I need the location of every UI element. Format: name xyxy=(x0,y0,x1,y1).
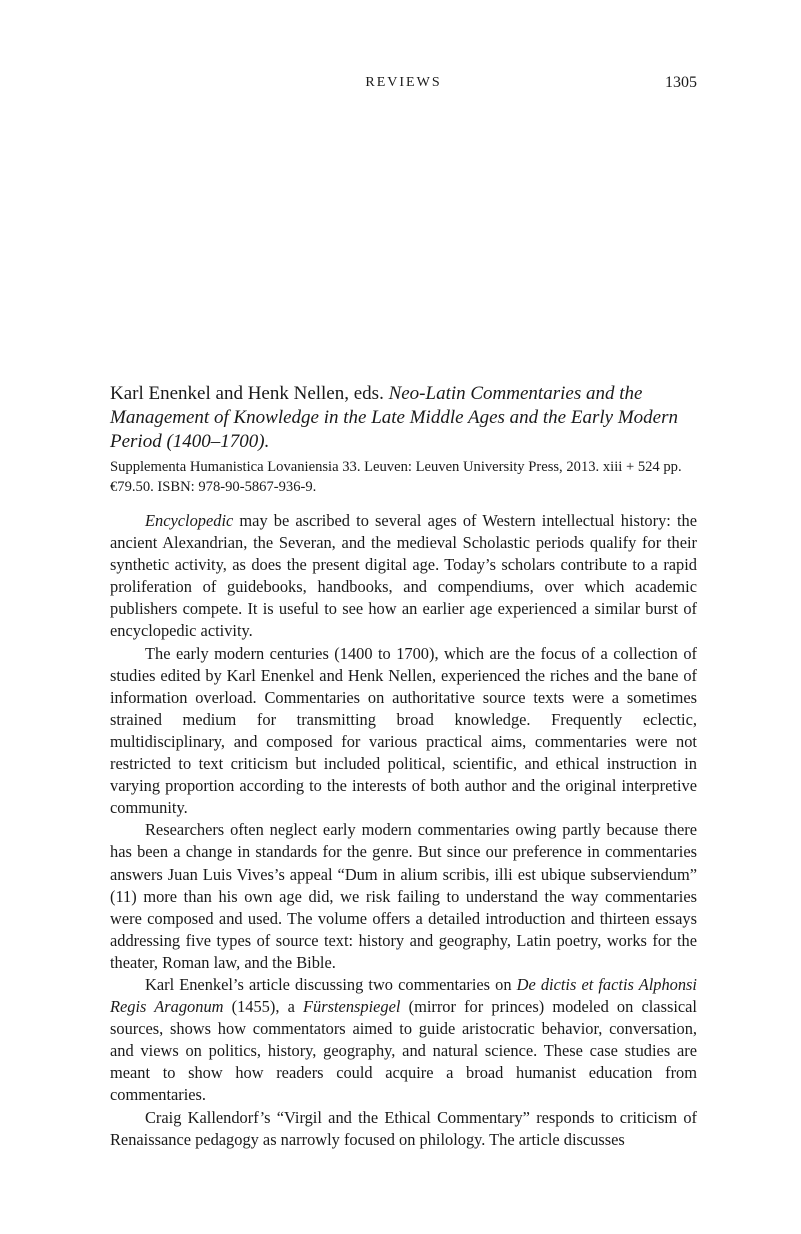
publication-info: Supplementa Humanistica Lovaniensia 33. Leuven: Leuven University Press, 2013. xiii + 524 pp. €79.50. ISBN: 978-90-5867-936-9. xyxy=(110,459,682,495)
paragraph-4-work-title: De dictis et factis Alphonsi Regis Aragonum xyxy=(110,974,697,1017)
paragraph-2: The early modern centuries (1400 to 1700), which are the focus of a collection of studies edited by Karl Enenkel and Henk Nellen, experienced the riches and the bane of information overload. Commentaries on authoritative source texts were a sometimes strained medium for transmitting broad knowledge. Frequently eclectic, multidisciplinary, and composed for various practical aims, commentaries were not restricted to text criticism but included political, scientific, and ethical instruction in varying proportion according to the interests of both author and the original interpretive community. xyxy=(110,643,697,818)
paragraph-4-text-c: (mirror for princes) modeled on classical sources, shows how commentators aimed to guide aristocratic behavior, conversation, and views on politics, history, geography, and natural science. These case studies are meant to show how readers could acquire a broad humanist education from commentaries. xyxy=(110,997,697,1105)
paragraph-5: Craig Kallendorf’s “Virgil and the Ethical Commentary” responds to criticism of Renaissance pedagogy as narrowly focused on philology. The article discusses xyxy=(110,1107,697,1149)
review-citation xyxy=(110,382,697,454)
book-review xyxy=(110,382,697,1151)
review-editors: Karl Enenkel and Henk Nellen, eds. xyxy=(110,383,384,404)
paragraph-4-text-b: (1455), a xyxy=(223,997,304,1017)
page-number: 1305 xyxy=(665,74,697,91)
review-book-title: Neo-Latin Commentaries and the Management of Knowledge in the Late Middle Ages and the Early Modern Period (1400–1700). xyxy=(110,383,678,452)
paragraph-1-lead-italic: Encyclopedic xyxy=(145,511,234,530)
paragraph-4-text-a: Karl Enenkel’s article discussing two commentaries on xyxy=(145,974,517,994)
review-body xyxy=(110,510,697,1151)
running-head-section: REVIEWS xyxy=(365,75,442,90)
paragraph-4 xyxy=(110,974,697,1107)
paragraph-4-genre-term: Fürstenspiegel xyxy=(303,997,401,1017)
paragraph-1-text: may be ascribed to several ages of Western intellectual history: the ancient Alexandrian, the Severan, and the medieval Scholastic periods qualify for their synthetic activity, as does the present digital age. Today’s scholars contribute to a rapid proliferation of guidebooks, handbooks, and compendiums, over which academic publishers compete. It is useful to see how an earlier age experienced a similar burst of encyclopedic activity. xyxy=(110,511,697,641)
paragraph-3: Researchers often neglect early modern commentaries owing partly because there has been a change in standards for the genre. But since our preference in commentaries answers Juan Luis Vives’s appeal “Dum in alium scribis, illi est ubique subserviendum” (11) more than his own age did, we risk failing to understand the way commentaries were composed and used. The volume offers a detailed introduction and thirteen essays addressing five types of source text: history and geography, Latin poetry, works for the theater, Roman law, and the Bible. xyxy=(110,820,697,972)
running-head xyxy=(110,74,697,94)
paragraph-1 xyxy=(110,510,697,643)
